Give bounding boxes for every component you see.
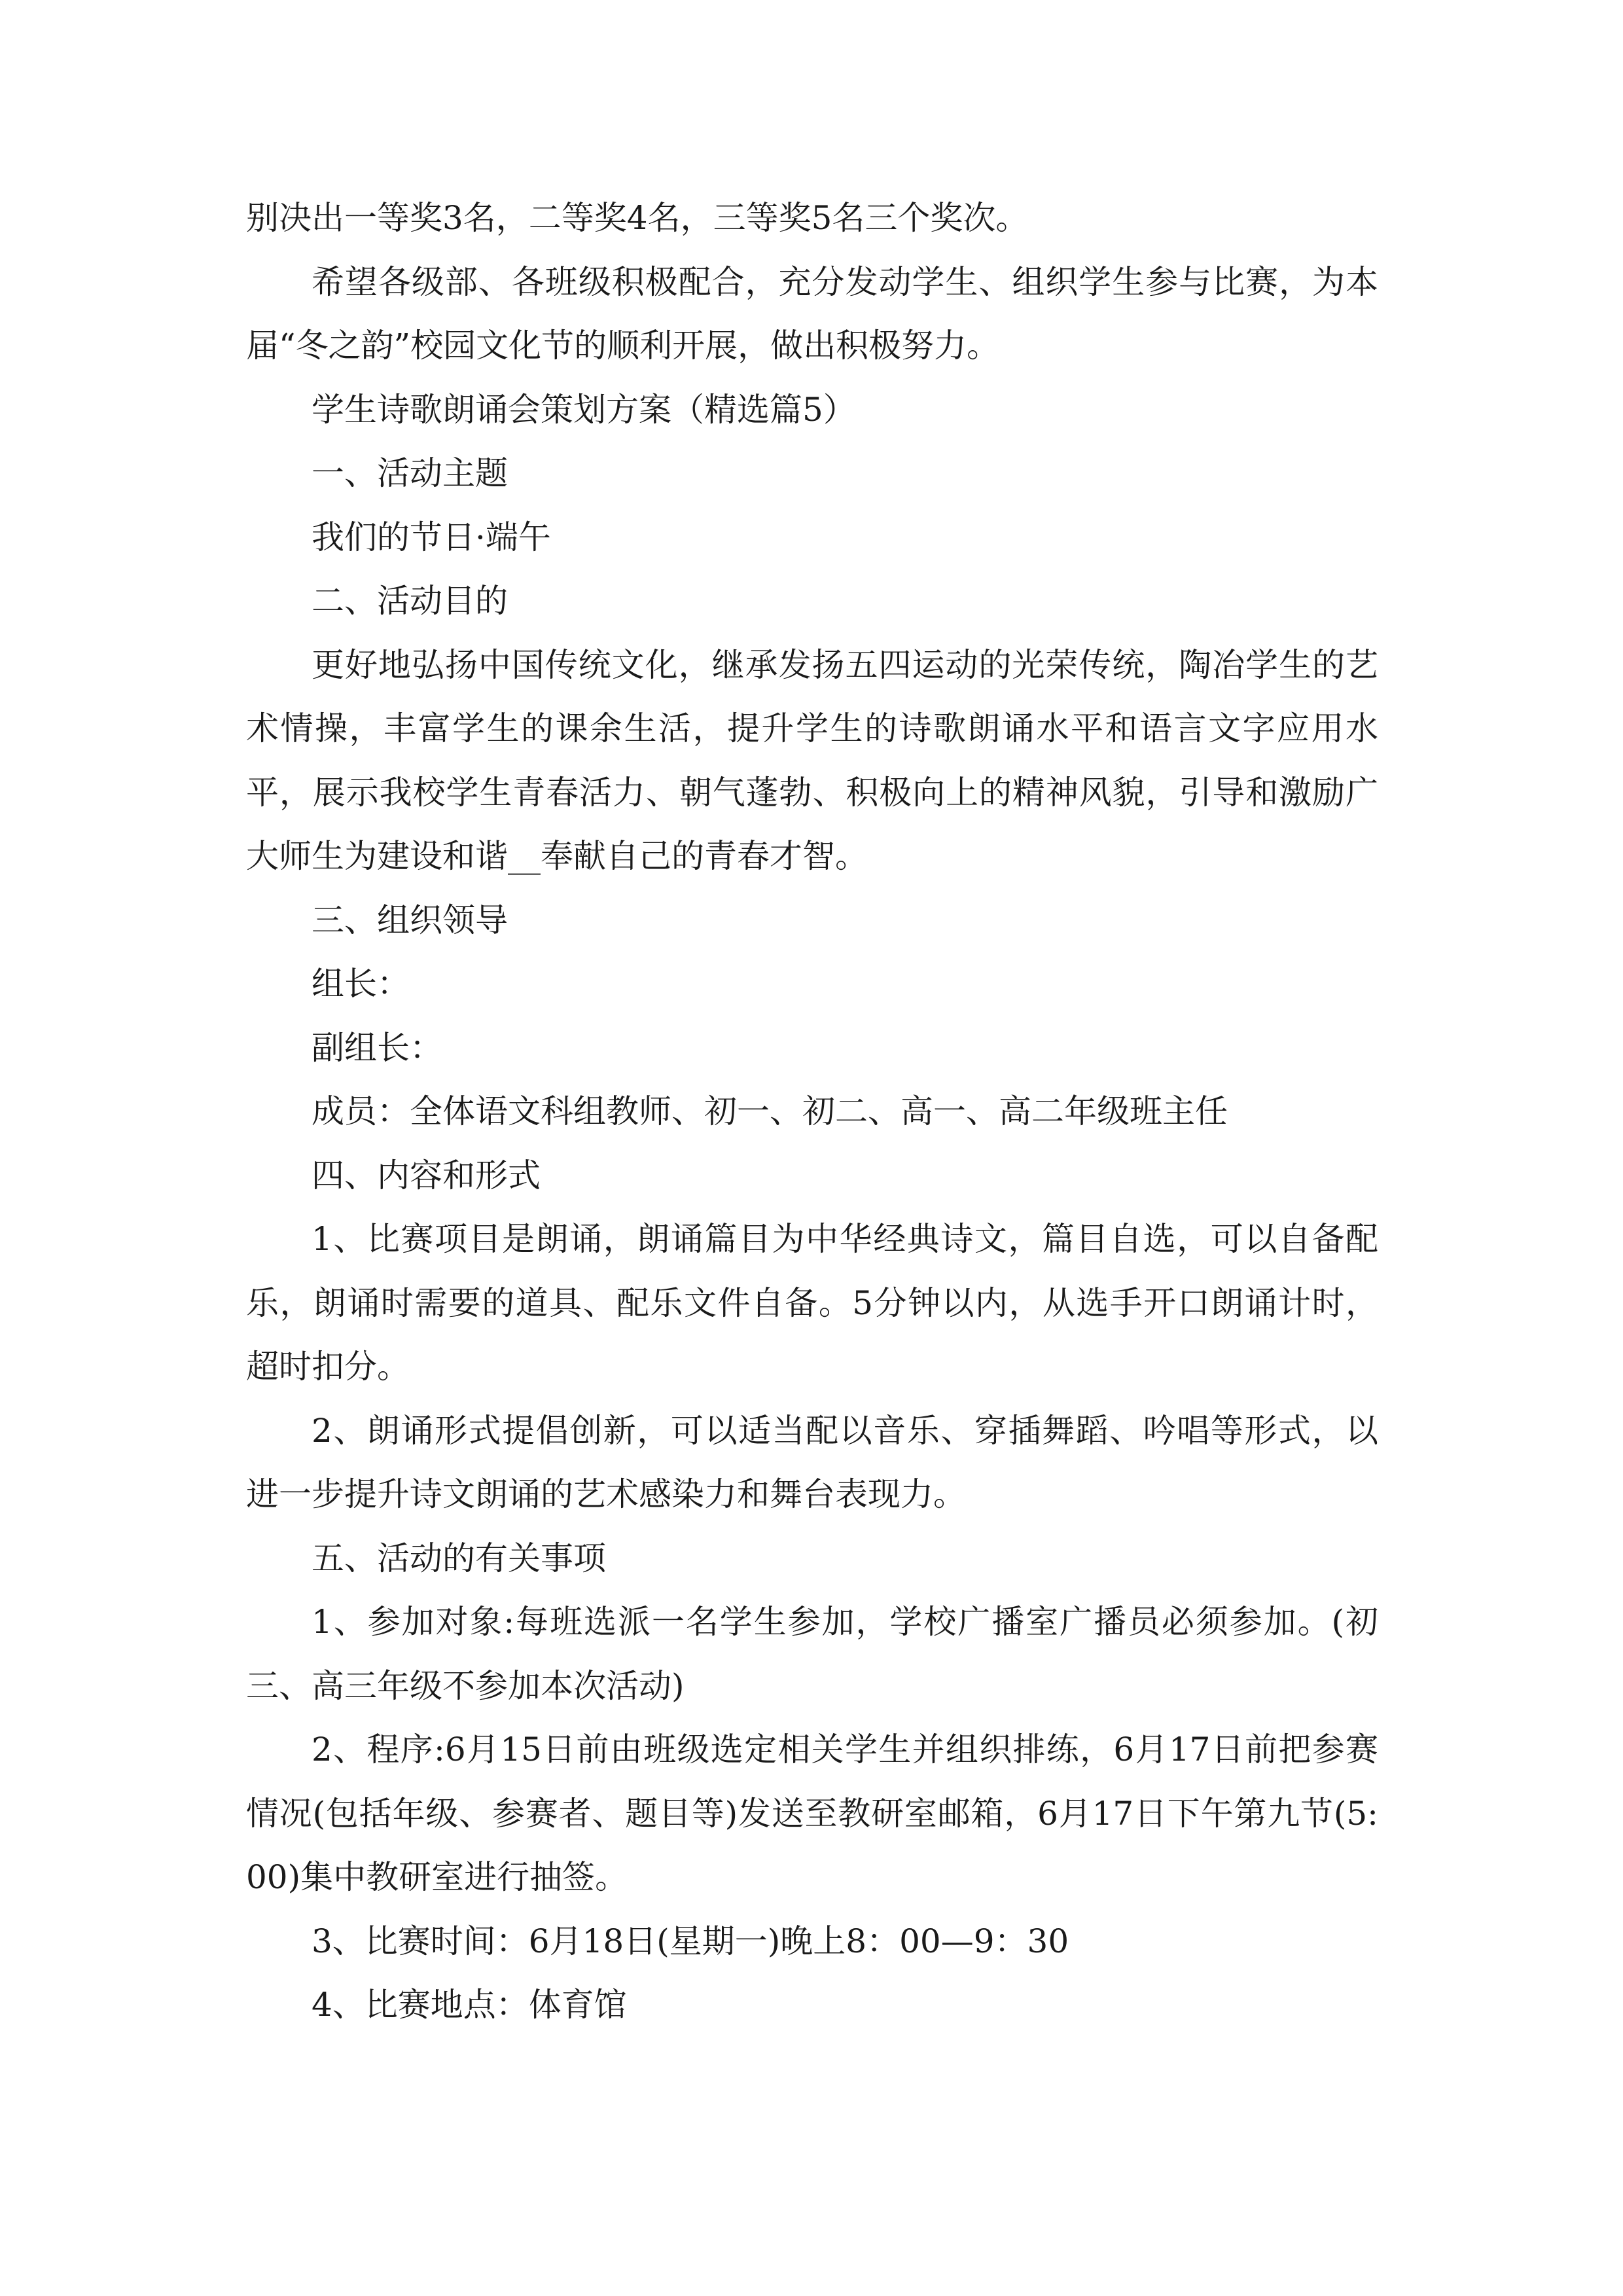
plan-title: 学生诗歌朗诵会策划方案（精选篇5） (312, 390, 856, 429)
section-heading-leadership: 三、组织领导 (312, 901, 508, 939)
paragraph-theme: 我们的节日·端午 (312, 518, 551, 556)
section-heading-purpose: 二、活动目的 (312, 582, 508, 620)
section-heading-matters: 五、活动的有关事项 (312, 1539, 606, 1577)
paragraph-matters-item-4: 4、比赛地点：体育馆 (312, 1986, 627, 2024)
paragraph-hope: 希望各级部、各班级积极配合，充分发动学生、组织学生参与比赛，为本届“冬之韵”校园文化节的顺利开展，做出积极努力。 (246, 262, 1378, 365)
document-body (246, 187, 1378, 2037)
paragraph-leader: 组长： (312, 965, 410, 1003)
paragraph-members: 成员：全体语文科组教师、初一、初二、高一、高二年级班主任 (312, 1092, 1228, 1130)
paragraph-matters-item-3: 3、比赛时间：6月18日(星期一)晚上8：00—9：30 (312, 1922, 1069, 1960)
paragraph-matters-item-2: 2、程序:6月15日前由班级选定相关学生并组织排练，6月17日前把参赛情况(包括年级、参赛者、题目等)发送至教研室邮箱，6月17日下午第九节(5:00)集中教研室进行抽签。 (246, 1731, 1378, 1896)
paragraph-award-tail: 别决出一等奖3名，二等奖4名，三等奖5名三个奖次。 (246, 199, 1029, 237)
paragraph-deputy: 副组长： (312, 1028, 442, 1067)
section-heading-theme: 一、活动主题 (312, 454, 508, 492)
paragraph-purpose: 更好地弘扬中国传统文化，继承发扬五四运动的光荣传统，陶冶学生的艺术情操，丰富学生的课余生活，提升学生的诗歌朗诵水平和语言文字应用水平，展示我校学生青春活力、朝气蓬勃、积极向上的精神风貌，引导和激励广大师生为建设和谐__奉献自己的青春才智。 (246, 645, 1378, 875)
paragraph-matters-item-1: 1、参加对象:每班选派一名学生参加，学校广播室广播员必须参加。(初三、高三年级不参加本次活动) (246, 1603, 1378, 1705)
paragraph-content-item-2: 2、朗诵形式提倡创新，可以适当配以音乐、穿插舞蹈、吟唱等形式，以进一步提升诗文朗诵的艺术感染力和舞台表现力。 (246, 1411, 1378, 1513)
section-heading-content: 四、内容和形式 (312, 1156, 541, 1194)
paragraph-content-item-1: 1、比赛项目是朗诵，朗诵篇目为中华经典诗文，篇目自选，可以自备配乐，朗诵时需要的道具、配乐文件自备。5分钟以内，从选手开口朗诵计时，超时扣分。 (246, 1220, 1378, 1386)
